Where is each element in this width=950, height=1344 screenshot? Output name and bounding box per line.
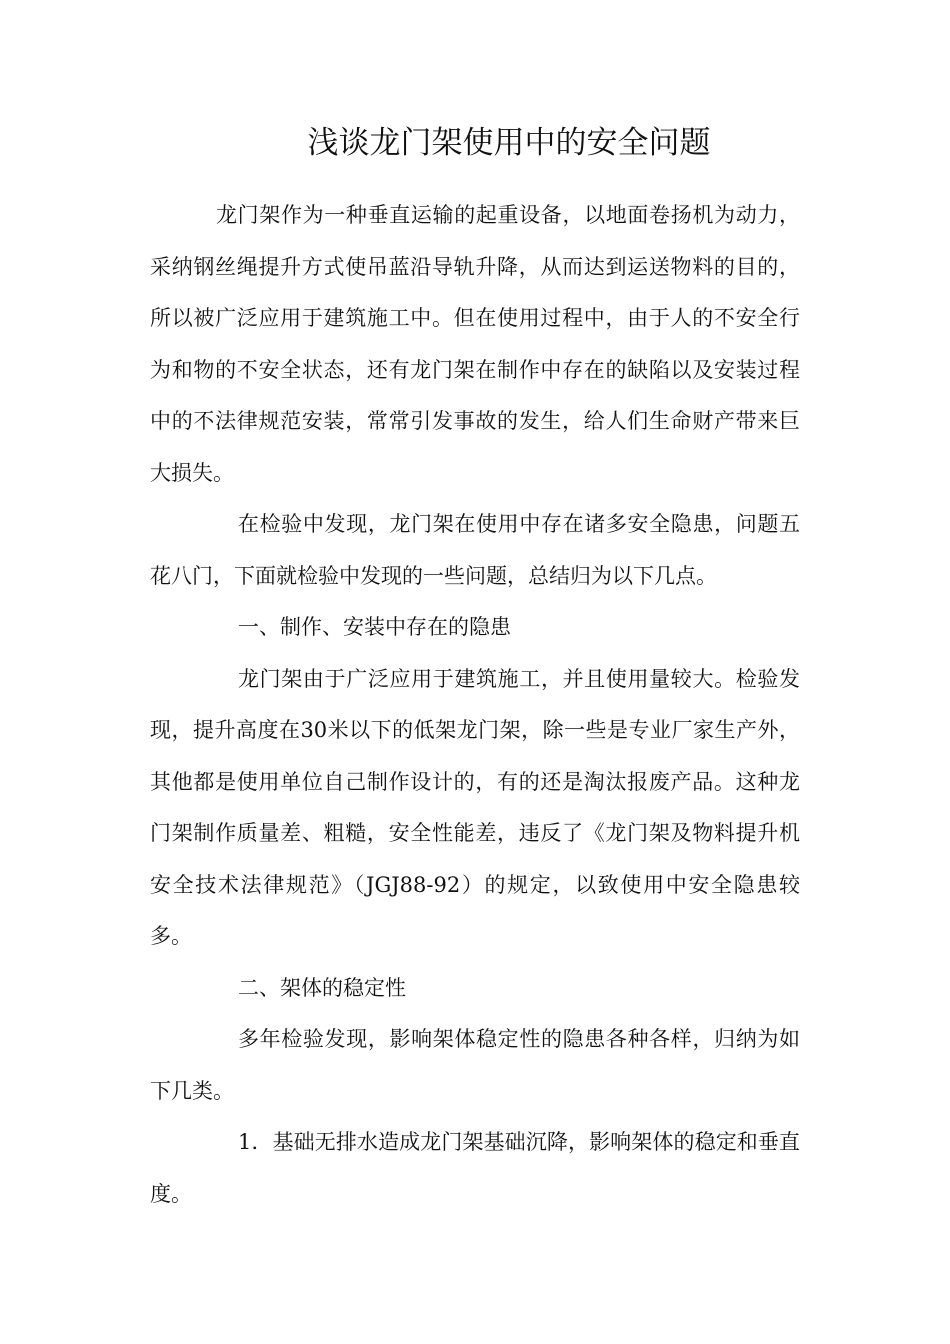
section-heading-manufacturing: 一、制作、安装中存在的隐患: [238, 615, 511, 639]
paragraph-inspection-summary: 在检验中发现，龙门架在使用中存在诸多安全隐患，问题五花八门，下面就检验中发现的一些问题，总结归为以下几点。: [150, 512, 800, 588]
paragraph-manufacturing: 龙门架由于广泛应用于建筑施工，并且使用量较大。检验发现，提升高度在30米以下的低架龙门架，除一些是专业厂家生产外，其他都是使用单位自己制作设计的，有的还是淘汰报废产品。这种龙门架制作质量差、粗糙，安全性能差，违反了《龙门架及物料提升机安全技术法律规范》（JGJ88-92）的规定，以致使用中安全隐患较多。: [150, 666, 800, 948]
list-item-foundation: 1．基础无排水造成龙门架基础沉降，影响架体的稳定和垂直度。: [150, 1130, 800, 1206]
paragraph-intro: 龙门架作为一种垂直运输的起重设备，以地面卷扬机为动力，采纳钢丝绳提升方式使吊蓝沿导轨升降，从而达到运送物料的目的，所以被广泛应用于建筑施工中。但在使用过程中，由于人的不安全行为和物的不安全状态，还有龙门架在制作中存在的缺陷以及安装过程中的不法律规范安装，常常引发事故的发生，给人们生命财产带来巨大损失。: [150, 203, 800, 485]
paragraph-stability-intro: 多年检验发现，影响架体稳定性的隐患各种各样，归纳为如下几类。: [150, 1027, 800, 1103]
section-heading-stability: 二、架体的稳定性: [238, 975, 406, 1000]
document-body: [150, 190, 800, 1220]
document-title: 浅谈龙门架使用中的安全问题: [307, 125, 711, 161]
